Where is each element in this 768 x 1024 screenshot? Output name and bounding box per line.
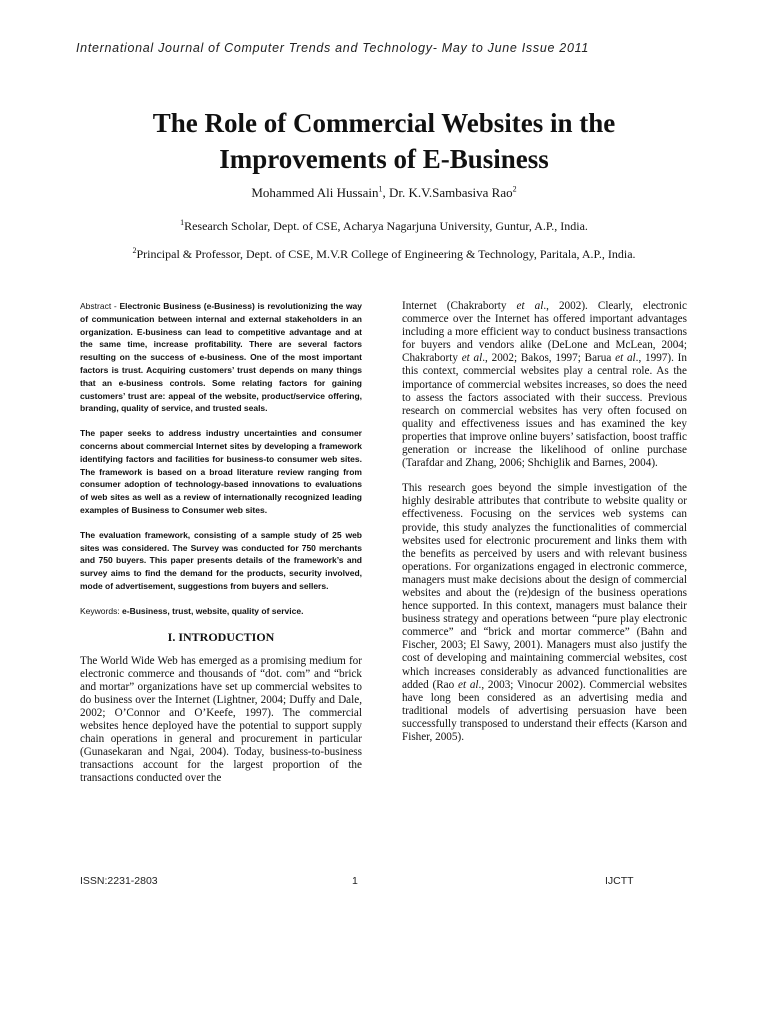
title-line-2: Improvements of E-Business xyxy=(219,144,549,174)
footer-issn: ISSN:2231-2803 xyxy=(80,875,158,887)
keywords xyxy=(80,605,362,618)
paper-title xyxy=(0,105,768,177)
affiliation-2-text: Principal & Professor, Dept. of CSE, M.V.R College of Engineering & Technology, Paritala, A.P., India. xyxy=(136,247,636,261)
abstract-paragraph-1 xyxy=(80,300,362,415)
intro-paragraph-3 xyxy=(402,482,687,744)
affiliation-1-sup: 1 xyxy=(180,218,185,227)
italic-run: et al xyxy=(458,678,479,691)
text-run: ., 2003; Vinocur 2002). Commercial websites have long been considered as an advertising media and traditional models of advertising persuasion have been successfully transposed to understand their effects (Karson and Fisher, 2005). xyxy=(402,678,687,743)
text-run: ., 1997). In this context, commercial websites play a central role. As the importance of commercial websites increases, so does the need to assess the factors associated with their success. Previous research on commercial websites has very often focused on quality and effectiveness issues and has examined the key properties that improve online buyers’ satisfaction, boost traffic generation or increase the likelihood of online purchase (Tarafdar and Zhang, 2006; Shchiglik and Barnes, 2004). xyxy=(402,352,687,470)
author-2: , Dr. K.V.Sambasiva Rao xyxy=(382,185,513,200)
author-1-sup: 1 xyxy=(378,184,383,194)
left-column xyxy=(80,300,362,797)
authors xyxy=(0,185,768,201)
text-run: ., 2002). Clearly, electronic commerce over the Internet has offered important advantages including a more efficient way to conduct business transactions for buyers and vendors alike (DeLone and McLean, 2004; Chakraborty xyxy=(402,300,687,365)
journal-header: International Journal of Computer Trends and Technology- May to June Issue 2011 xyxy=(76,41,589,55)
footer-page-number: 1 xyxy=(352,875,358,887)
right-column xyxy=(402,300,687,756)
abstract-label: Abstract - xyxy=(80,301,120,311)
abstract-text-1: Electronic Business (e-Business) is revolutionizing the way of communication between internal and external stakeholders in an organization. E-business can lead to competitive advantage and at the same time, increase profitability. There are several factors resulting on the success of e-business. One of the most important factors is trust. Acquiring customers’ trust depends on many things that an e-business controls. Some relating factors for gaining customers’ trust are: appeal of the website, product/service offering, branding, quality of service, and trusted seals. xyxy=(80,301,363,414)
footer-journal: IJCTT xyxy=(605,875,634,887)
affiliation-1-text: Research Scholar, Dept. of CSE, Acharya Nagarjuna University, Guntur, A.P., India. xyxy=(184,219,588,233)
keywords-text: e-Business, trust, website, quality of service. xyxy=(122,605,304,616)
title-line-1: The Role of Commercial Websites in the xyxy=(152,108,616,138)
italic-run: et al xyxy=(461,352,483,365)
abstract-paragraph-2: The paper seeks to address industry uncertainties and consumer concerns about commercial Internet sites by developing a framework identifying factors and facilities for business-to consumer web sites. The framework is based on a broad literature review ranging from consumer adoption of technology-based innovations to evaluations of web sites as well as a review of internationally recognized leading examples of Business to Consumer web sites. xyxy=(80,428,362,515)
affiliation-2 xyxy=(0,247,768,262)
author-2-sup: 2 xyxy=(512,184,517,194)
italic-run: et al xyxy=(516,300,544,312)
text-run: This research goes beyond the simple investigation of the highly desirable attributes that contribute to website quality or effectiveness. Focusing on the services web systems can provide, this study analyzes the functionalities of commercial websites used for electronic procurement and links them with the benefits as perceived by users and with relevant business operations. For organizations engaged in electronic commerce, managers must make decisions about the design of commercial websites and about the (re)design of the business operations hence supported. In this context, managers must balance their business strategy and operations between “pure play electronic commerce” and “brick and mortar commerce” (Bahn and Fischer, 2003; El Sawy, 2001). Managers must also justify the cost of developing and maintaining commercial websites, cost which increases considerably as advanced functionalities are added (Rao xyxy=(402,482,687,691)
affiliation-1 xyxy=(0,219,768,234)
intro-paragraph-2 xyxy=(402,300,687,470)
abstract-paragraph-3: The evaluation framework, consisting of a sample study of 25 web sites was considered. The Survey was conducted for 750 merchants and 750 buyers. This paper presents details of the framework’s and survey aims to find the demand for the products, security involved, mode of advertisement, suggestions from buyers and sellers. xyxy=(80,529,362,591)
author-1: Mohammed Ali Hussain xyxy=(251,185,379,200)
italic-run: et al xyxy=(615,352,636,365)
text-run: ., 2002; Bakos, 1997; Barua xyxy=(482,352,616,365)
section-heading-introduction: I. INTRODUCTION xyxy=(167,629,275,644)
keywords-label: Keywords: xyxy=(80,605,123,616)
intro-paragraph-1: The World Wide Web has emerged as a promising medium for electronic commerce and thousands of “dot. com” and “brick and mortar” organizations have set up commercial websites to do business over the Internet (Lightner, 2004; Duffy and Dale, 2002; O’Connor and O’Keefe, 1997). The commercial websites hence deployed have the potential to support supply chain operations in general and procurement in particular (Gunasekaran and Ngai, 2004). Today, business-to-business transactions account for the largest proportion of the transactions conducted over the xyxy=(80,654,362,785)
text-run: Internet (Chakraborty xyxy=(402,300,517,312)
affiliation-2-sup: 2 xyxy=(132,246,137,255)
